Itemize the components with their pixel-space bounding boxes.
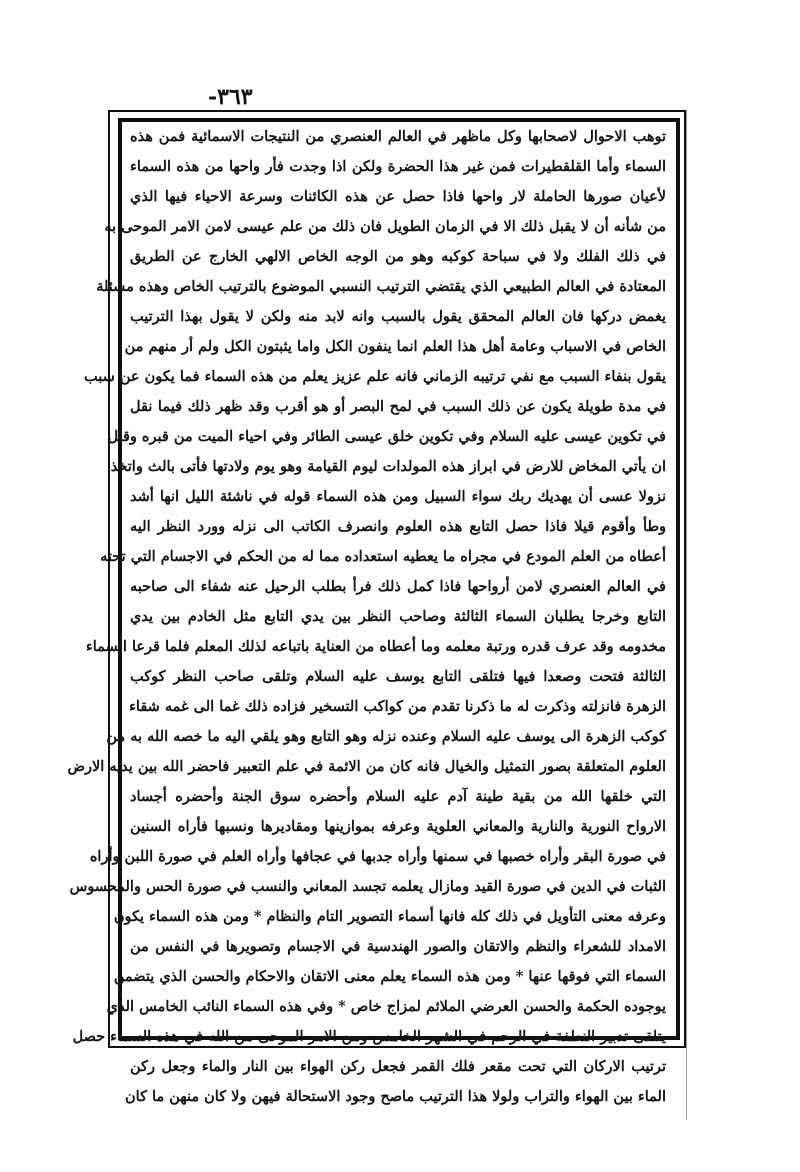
text-line: نزولا عسى أن يهديك ربك سواء السبيل ومن هذه السماء قوله في ناشئة الليل انها أشد: [130, 488, 666, 505]
text-line: يغمض دركها فان العالم المحقق يقول بالسبب وانه لابد منه ولكن لا يقول بهذا الترتيب: [130, 308, 666, 325]
text-line: يقول بنفاء السبب مع نفي ترتيبه الزماني فانه علم عزيز يعلم من هذه السماء فما يكون عن سبب: [84, 368, 666, 385]
text-line: أعطاه من العلم المودع في مجراه ما يعطيه استعداده مما له من الحكم في الاجسام التي تحته: [100, 548, 666, 565]
text-line: وطأ وأقوم قيلا فاذا حصل التابع هذه العلوم وانصرف الكاتب الى نزله وورد النظر اليه: [130, 518, 666, 535]
text-line: يوجوده الحكمة والحسن العرضي الملائم لمزاج خاص * وفي هذه السماء النائب الخامس الذي: [106, 998, 666, 1015]
text-line: التي خلقها الله من بقية طينة آدم عليه السلام وأحضره سوق الجنة وأحضره أجساد: [130, 788, 666, 805]
page-edge-line: [686, 110, 693, 1120]
text-line: في تكوين عيسى عليه السلام وفي تكوين خلق عيسى الطائر وفي احياء الميت من قبره وقبل: [107, 428, 666, 445]
text-line: في مدة طويلة يكون عن ذلك السبب في لمح البصر أو هو أقرب وقد ظهر ذلك فيما نقل: [130, 398, 666, 415]
text-line: لأعيان صورها الحاملة لار واحها فاذا حصل عن هذه الكائنات وسرعة الاحياء فيها الذي: [130, 188, 666, 205]
text-line: التابع وخرجا يطلبان السماء الثالثة وصاحب النظر بين يدي التابع مثل الخادم بين يدي: [130, 608, 666, 625]
text-line: الارواح النورية والنارية والمعاني العلوية وعرفه بموازينها ومقاديرها ونسبها فأراه السنين: [130, 818, 666, 835]
text-line: السماء وأما القلقطيرات فمن غير هذا الحضرة ولكن اذا وجدت فأر واحها من هذه السماء: [130, 158, 666, 175]
text-line: مخدومه وقد عرف قدره ورتبة معلمه وما أعطاه من العناية باتباعه لذلك المعلم فلما قرعا السماء: [85, 638, 666, 655]
text-line: ان يأتي المخاض للارض في ابراز هذه المولدات ليوم القيامة وهو يوم ولادتها فأتى بالث واتخذ: [110, 458, 666, 475]
text-line: في صورة البقر وأراه خصبها في سمنها وأراه جدبها في عجافها وأراه العلم في صورة اللبن وأراه: [89, 848, 666, 865]
text-line: الماء بين الهواء والتراب ولولا هذا الترتيب ماصح وجود الاستحالة فيهن ولا كان منهن ما كان: [125, 1088, 666, 1105]
text-line: يتلقى تدبير النطفة في الرحم في الشهر الخامس ومن الامر الموحى من الله في هذه السماء حصل: [72, 1028, 666, 1045]
text-line: من شأنه أن لا يقبل ذلك الا في الزمان الطويل فان ذلك من علم عيسى لامن الامر الموحى به: [104, 218, 666, 235]
text-line: ترتيب الاركان التي تحت مقعر فلك القمر فجعل ركن الهواء بين النار والماء وجعل ركن: [130, 1058, 666, 1075]
text-line: الثبات في الدين في صورة القيد ومازال يعلمه تجسد المعاني والنسب في صورة الحس والمحسوس: [69, 878, 666, 895]
text-line: الخاص في الاسباب وعامة أهل هذا العلم انما ينفون الكل واما يثبتون الكل ولم أر منهم من: [124, 338, 666, 355]
text-line: الامداد للشعراء والنظم والاتقان والصور الهندسية في الاجسام وتصويرها في النفس من: [130, 938, 666, 955]
text-line: توهب الاحوال لاصحابها وكل ماظهر في العالم العنصري من النتيجات الاسمائية فمن هذه: [130, 128, 666, 145]
text-line: في ذلك الفلك ولا في سباحة كوكبه وهو من الوجه الخاص الالهي الخارج عن الطريق: [130, 248, 666, 265]
text-line: المعتادة في العالم الطبيعي الذي يقتضي الترتيب النسبي الموضوع بالترتيب الخاص وهذه مسئلة: [96, 278, 666, 295]
main-text-block: [67, 122, 666, 1105]
text-line: الزهرة فانزلته وذكرت له ما ذكرنا تقدم من كواكب التسخير فزاده ذلك غما الى غمه شقاء: [129, 698, 666, 715]
text-line: في العالم العنصري لامن أرواحها فاذا كمل ذلك فرأ بطلب الرحيل عنه شفاء الى صاحبه: [130, 578, 666, 595]
page-number: -٣٦٣: [208, 84, 253, 110]
text-line: السماء التي فوقها عنها * ومن هذه السماء يعلم معنى الاتقان والاحكام والحسن الذي يتضمن: [113, 968, 666, 985]
text-line: العلوم المتعلقة بصور التمثيل والخيال فانه كان من الائمة في علم التعبير فاحضر الله بين يديه الارض: [67, 758, 666, 775]
text-line: كوكب الزهرة الى يوسف عليه السلام وعنده نزله وهو التابع وهو يلقي اليه ما خصه الله به من: [106, 728, 666, 745]
text-line: وعرفه معنى التأويل في ذلك كله فانها أسماء التصوير التام والنظام * ومن هذه السماء يكون: [113, 908, 666, 925]
text-line: الثالثة فتحت وصعدا فيها فتلقى التابع يوسف عليه السلام وتلقى صاحب النظر كوكب: [130, 668, 666, 685]
